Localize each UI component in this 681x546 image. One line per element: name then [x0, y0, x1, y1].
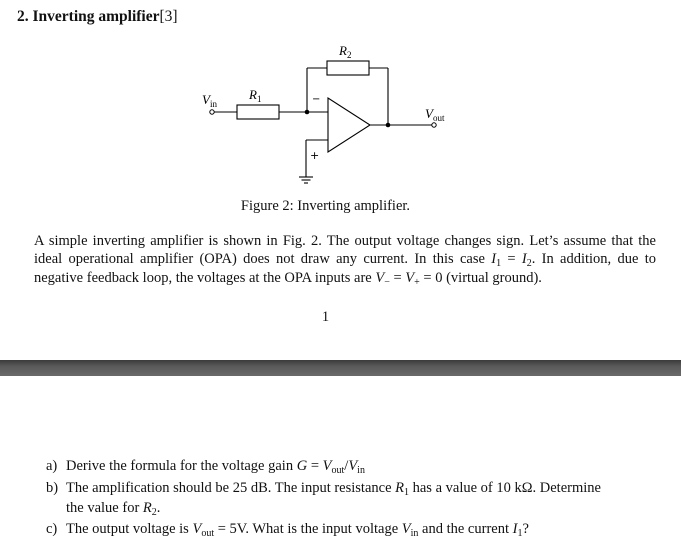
- op-amp-symbol: [328, 98, 370, 152]
- terminal-vout: [432, 123, 436, 127]
- ground-symbol: [299, 177, 313, 183]
- body-paragraph: A simple inverting amplifier is shown in Fig. 2. The output voltage changes sign. Let’s assume that the ideal operational amplifier (OPA) does not draw any current. In this case $I_1 = I_2$. In addition, due to negative feedback loop, the voltages at the OPA inputs are $V_- = V_+ = 0$ (virtual ground).: [34, 233, 656, 288]
- junction-dot-input: [305, 110, 310, 115]
- label-vout: $V_{out}$: [425, 106, 445, 123]
- inverting-amplifier-circuit: [0, 0, 681, 200]
- task-c: c) The output voltage is $V_{out} = 5V$. What is the input voltage $V_{in}$ and the current $I_1$?: [46, 521, 529, 539]
- task-b: b) The amplification should be 25 dB. The input resistance $R_1$ has a value of 10 kΩ. Determine the value for $R_2$.: [46, 479, 601, 518]
- resistor-r1: [237, 105, 279, 119]
- page-separator: [0, 360, 681, 376]
- resistor-r2: [327, 61, 369, 75]
- junction-dot-output: [386, 123, 391, 128]
- section-heading: 2. Inverting amplifier[3]: [17, 8, 178, 25]
- label-r1: $R_1$: [249, 87, 262, 104]
- label-inverting-input: −: [312, 94, 321, 105]
- task-a: a) Derive the formula for the voltage gain $G = V_{out}/V_{in}$: [46, 458, 365, 476]
- terminal-vin: [210, 110, 214, 114]
- label-r2: $R_2$: [339, 43, 352, 60]
- label-vin: $V_{in}$: [202, 92, 217, 109]
- page-2: [0, 376, 681, 546]
- figure-caption: Figure 2: Inverting amplifier.: [240, 198, 411, 214]
- label-noninverting-input: +: [310, 149, 320, 162]
- page-number: 1: [321, 309, 330, 325]
- task-list: [46, 456, 658, 541]
